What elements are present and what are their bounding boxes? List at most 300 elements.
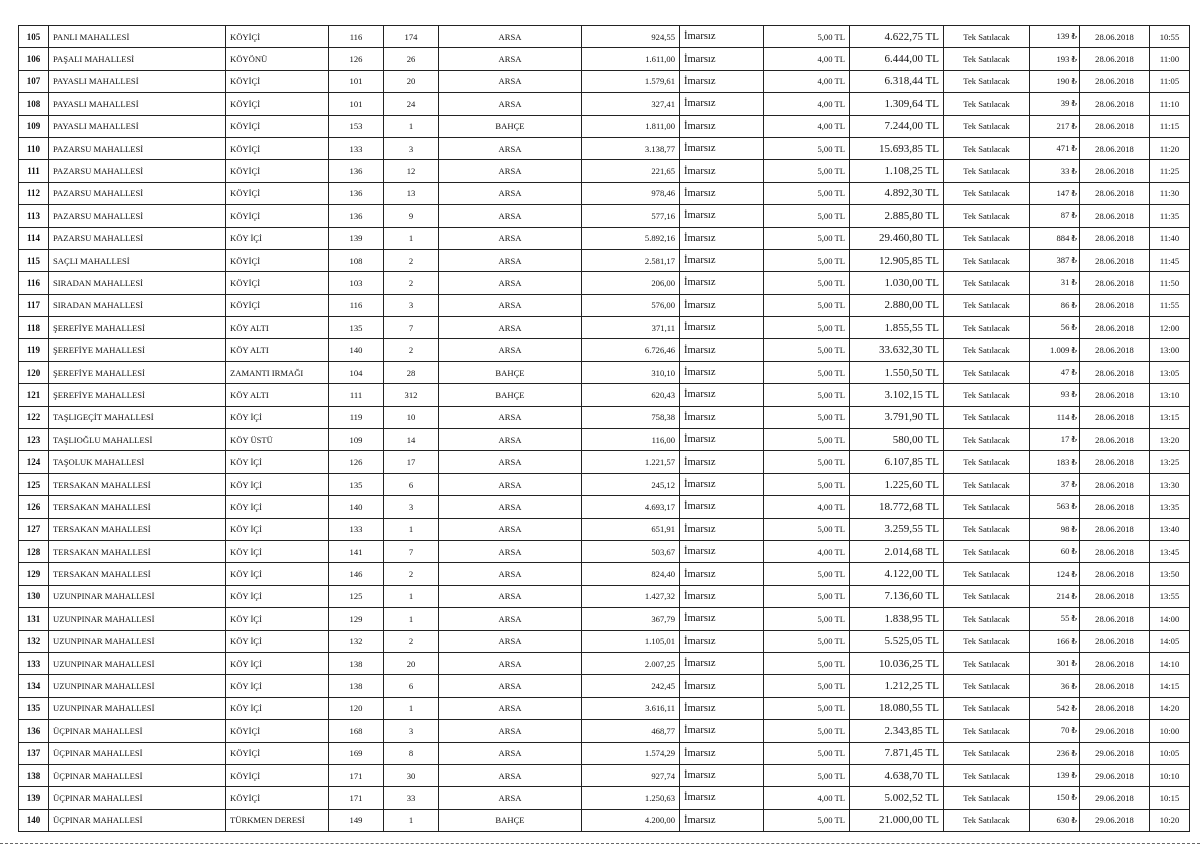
block-number-cell: 119 bbox=[329, 406, 384, 428]
auction-date-cell: 28.06.2018 bbox=[1080, 652, 1150, 674]
block-number-cell: 103 bbox=[329, 272, 384, 294]
deposit-cell: 31 ₺ bbox=[1030, 272, 1080, 294]
auction-time-cell: 13:25 bbox=[1150, 451, 1190, 473]
property-type-cell: ARSA bbox=[439, 137, 582, 159]
unit-price-cell: 5,00 TL bbox=[764, 742, 850, 764]
location-cell: KÖY İÇİ bbox=[226, 451, 329, 473]
auction-time-cell: 10:55 bbox=[1150, 26, 1190, 48]
zoning-status-cell: İmarsız bbox=[680, 608, 764, 630]
table-row bbox=[19, 496, 1190, 518]
zoning-status-cell: İmarsız bbox=[680, 473, 764, 495]
sale-method-cell: Tek Satılacak bbox=[944, 563, 1030, 585]
auction-date-cell: 28.06.2018 bbox=[1080, 429, 1150, 451]
auction-date-cell: 28.06.2018 bbox=[1080, 115, 1150, 137]
parcel-number-cell: 30 bbox=[384, 764, 439, 786]
sale-method-cell: Tek Satılacak bbox=[944, 317, 1030, 339]
parcel-number-cell: 2 bbox=[384, 272, 439, 294]
area-cell: 1.811,00 bbox=[582, 115, 680, 137]
property-type-cell: ARSA bbox=[439, 429, 582, 451]
sale-method-cell: Tek Satılacak bbox=[944, 26, 1030, 48]
location-cell: KÖY ALTI bbox=[226, 317, 329, 339]
area-cell: 242,45 bbox=[582, 675, 680, 697]
block-number-cell: 135 bbox=[329, 317, 384, 339]
estimated-value-cell: 580,00 TL bbox=[850, 429, 944, 451]
sale-method-cell: Tek Satılacak bbox=[944, 675, 1030, 697]
sale-method-cell: Tek Satılacak bbox=[944, 384, 1030, 406]
row-number-cell: 129 bbox=[19, 563, 49, 585]
deposit-cell: 884 ₺ bbox=[1030, 227, 1080, 249]
row-number-cell: 105 bbox=[19, 26, 49, 48]
location-cell: KÖYİÇİ bbox=[226, 160, 329, 182]
area-cell: 2.007,25 bbox=[582, 652, 680, 674]
property-type-cell: ARSA bbox=[439, 48, 582, 70]
row-number-cell: 133 bbox=[19, 652, 49, 674]
table-row bbox=[19, 630, 1190, 652]
block-number-cell: 149 bbox=[329, 809, 384, 831]
unit-price-cell: 5,00 TL bbox=[764, 585, 850, 607]
table-row bbox=[19, 227, 1190, 249]
auction-date-cell: 28.06.2018 bbox=[1080, 205, 1150, 227]
neighborhood-cell: TAŞLIOĞLU MAHALLESİ bbox=[49, 429, 226, 451]
area-cell: 4.200,00 bbox=[582, 809, 680, 831]
row-number-cell: 128 bbox=[19, 540, 49, 562]
area-cell: 1.105,01 bbox=[582, 630, 680, 652]
sale-method-cell: Tek Satılacak bbox=[944, 697, 1030, 719]
estimated-value-cell: 2.885,80 TL bbox=[850, 205, 944, 227]
location-cell: KÖY İÇİ bbox=[226, 227, 329, 249]
deposit-cell: 387 ₺ bbox=[1030, 249, 1080, 271]
auction-time-cell: 13:50 bbox=[1150, 563, 1190, 585]
zoning-status-cell: İmarsız bbox=[680, 48, 764, 70]
unit-price-cell: 5,00 TL bbox=[764, 518, 850, 540]
neighborhood-cell: SIRADAN MAHALLESİ bbox=[49, 294, 226, 316]
property-type-cell: ARSA bbox=[439, 294, 582, 316]
neighborhood-cell: UZUNPINAR MAHALLESİ bbox=[49, 697, 226, 719]
estimated-value-cell: 4.622,75 TL bbox=[850, 26, 944, 48]
auction-date-cell: 28.06.2018 bbox=[1080, 540, 1150, 562]
area-cell: 924,55 bbox=[582, 26, 680, 48]
auction-date-cell: 28.06.2018 bbox=[1080, 630, 1150, 652]
neighborhood-cell: PAZARSU MAHALLESİ bbox=[49, 182, 226, 204]
auction-time-cell: 11:25 bbox=[1150, 160, 1190, 182]
table-row bbox=[19, 26, 1190, 48]
unit-price-cell: 4,00 TL bbox=[764, 787, 850, 809]
area-cell: 2.581,17 bbox=[582, 249, 680, 271]
auction-date-cell: 28.06.2018 bbox=[1080, 496, 1150, 518]
table-row bbox=[19, 70, 1190, 92]
parcel-number-cell: 6 bbox=[384, 675, 439, 697]
unit-price-cell: 5,00 TL bbox=[764, 406, 850, 428]
area-cell: 6.726,46 bbox=[582, 339, 680, 361]
zoning-status-cell: İmarsız bbox=[680, 70, 764, 92]
unit-price-cell: 5,00 TL bbox=[764, 317, 850, 339]
neighborhood-cell: SIRADAN MAHALLESİ bbox=[49, 272, 226, 294]
block-number-cell: 153 bbox=[329, 115, 384, 137]
estimated-value-cell: 29.460,80 TL bbox=[850, 227, 944, 249]
unit-price-cell: 5,00 TL bbox=[764, 384, 850, 406]
auction-time-cell: 10:05 bbox=[1150, 742, 1190, 764]
auction-time-cell: 14:10 bbox=[1150, 652, 1190, 674]
location-cell: KÖY İÇİ bbox=[226, 563, 329, 585]
auction-date-cell: 29.06.2018 bbox=[1080, 742, 1150, 764]
row-number-cell: 119 bbox=[19, 339, 49, 361]
block-number-cell: 135 bbox=[329, 473, 384, 495]
unit-price-cell: 5,00 TL bbox=[764, 473, 850, 495]
sale-method-cell: Tek Satılacak bbox=[944, 205, 1030, 227]
auction-time-cell: 13:55 bbox=[1150, 585, 1190, 607]
sale-method-cell: Tek Satılacak bbox=[944, 182, 1030, 204]
page-bottom-rule bbox=[0, 843, 1200, 844]
estimated-value-cell: 6.107,85 TL bbox=[850, 451, 944, 473]
parcel-number-cell: 1 bbox=[384, 518, 439, 540]
neighborhood-cell: UZUNPINAR MAHALLESİ bbox=[49, 630, 226, 652]
row-number-cell: 120 bbox=[19, 361, 49, 383]
area-cell: 927,74 bbox=[582, 764, 680, 786]
row-number-cell: 115 bbox=[19, 249, 49, 271]
location-cell: KÖY ALTI bbox=[226, 384, 329, 406]
auction-date-cell: 28.06.2018 bbox=[1080, 563, 1150, 585]
parcel-number-cell: 26 bbox=[384, 48, 439, 70]
property-type-cell: ARSA bbox=[439, 563, 582, 585]
zoning-status-cell: İmarsız bbox=[680, 272, 764, 294]
location-cell: KÖYİÇİ bbox=[226, 764, 329, 786]
area-cell: 978,46 bbox=[582, 182, 680, 204]
table-row bbox=[19, 787, 1190, 809]
block-number-cell: 101 bbox=[329, 70, 384, 92]
sale-method-cell: Tek Satılacak bbox=[944, 451, 1030, 473]
table-row bbox=[19, 384, 1190, 406]
block-number-cell: 136 bbox=[329, 182, 384, 204]
auction-time-cell: 13:15 bbox=[1150, 406, 1190, 428]
unit-price-cell: 4,00 TL bbox=[764, 70, 850, 92]
neighborhood-cell: TAŞLIGEÇİT MAHALLESİ bbox=[49, 406, 226, 428]
table-row bbox=[19, 608, 1190, 630]
location-cell: KÖYİÇİ bbox=[226, 720, 329, 742]
unit-price-cell: 5,00 TL bbox=[764, 26, 850, 48]
property-type-cell: ARSA bbox=[439, 720, 582, 742]
parcel-number-cell: 2 bbox=[384, 249, 439, 271]
row-number-cell: 131 bbox=[19, 608, 49, 630]
estimated-value-cell: 6.444,00 TL bbox=[850, 48, 944, 70]
location-cell: KÖY İÇİ bbox=[226, 496, 329, 518]
row-number-cell: 117 bbox=[19, 294, 49, 316]
deposit-cell: 55 ₺ bbox=[1030, 608, 1080, 630]
row-number-cell: 107 bbox=[19, 70, 49, 92]
zoning-status-cell: İmarsız bbox=[680, 429, 764, 451]
auction-time-cell: 11:55 bbox=[1150, 294, 1190, 316]
table-row bbox=[19, 518, 1190, 540]
parcel-number-cell: 2 bbox=[384, 563, 439, 585]
row-number-cell: 135 bbox=[19, 697, 49, 719]
table-row bbox=[19, 339, 1190, 361]
area-cell: 327,41 bbox=[582, 93, 680, 115]
auction-date-cell: 28.06.2018 bbox=[1080, 249, 1150, 271]
row-number-cell: 109 bbox=[19, 115, 49, 137]
zoning-status-cell: İmarsız bbox=[680, 652, 764, 674]
sale-method-cell: Tek Satılacak bbox=[944, 429, 1030, 451]
location-cell: KÖYÖNÜ bbox=[226, 48, 329, 70]
block-number-cell: 138 bbox=[329, 652, 384, 674]
parcel-number-cell: 1 bbox=[384, 697, 439, 719]
neighborhood-cell: PAZARSU MAHALLESİ bbox=[49, 160, 226, 182]
table-row bbox=[19, 160, 1190, 182]
deposit-cell: 166 ₺ bbox=[1030, 630, 1080, 652]
parcel-number-cell: 12 bbox=[384, 160, 439, 182]
unit-price-cell: 4,00 TL bbox=[764, 496, 850, 518]
block-number-cell: 136 bbox=[329, 160, 384, 182]
block-number-cell: 108 bbox=[329, 249, 384, 271]
neighborhood-cell: ÜÇPINAR MAHALLESİ bbox=[49, 787, 226, 809]
row-number-cell: 134 bbox=[19, 675, 49, 697]
unit-price-cell: 5,00 TL bbox=[764, 720, 850, 742]
row-number-cell: 138 bbox=[19, 764, 49, 786]
estimated-value-cell: 1.212,25 TL bbox=[850, 675, 944, 697]
block-number-cell: 168 bbox=[329, 720, 384, 742]
unit-price-cell: 5,00 TL bbox=[764, 630, 850, 652]
zoning-status-cell: İmarsız bbox=[680, 585, 764, 607]
row-number-cell: 118 bbox=[19, 317, 49, 339]
area-cell: 245,12 bbox=[582, 473, 680, 495]
unit-price-cell: 5,00 TL bbox=[764, 563, 850, 585]
area-cell: 468,77 bbox=[582, 720, 680, 742]
property-type-cell: ARSA bbox=[439, 339, 582, 361]
deposit-cell: 37 ₺ bbox=[1030, 473, 1080, 495]
zoning-status-cell: İmarsız bbox=[680, 675, 764, 697]
auction-date-cell: 28.06.2018 bbox=[1080, 608, 1150, 630]
property-type-cell: ARSA bbox=[439, 249, 582, 271]
zoning-status-cell: İmarsız bbox=[680, 294, 764, 316]
estimated-value-cell: 3.259,55 TL bbox=[850, 518, 944, 540]
unit-price-cell: 5,00 TL bbox=[764, 697, 850, 719]
auction-time-cell: 10:10 bbox=[1150, 764, 1190, 786]
unit-price-cell: 5,00 TL bbox=[764, 272, 850, 294]
neighborhood-cell: ŞEREFİYE MAHALLESİ bbox=[49, 317, 226, 339]
zoning-status-cell: İmarsız bbox=[680, 249, 764, 271]
auction-date-cell: 29.06.2018 bbox=[1080, 787, 1150, 809]
table-row bbox=[19, 317, 1190, 339]
location-cell: KÖYİÇİ bbox=[226, 182, 329, 204]
location-cell: KÖY İÇİ bbox=[226, 675, 329, 697]
block-number-cell: 171 bbox=[329, 787, 384, 809]
zoning-status-cell: İmarsız bbox=[680, 26, 764, 48]
parcel-number-cell: 33 bbox=[384, 787, 439, 809]
estimated-value-cell: 18.772,68 TL bbox=[850, 496, 944, 518]
neighborhood-cell: PAZARSU MAHALLESİ bbox=[49, 205, 226, 227]
table-row bbox=[19, 182, 1190, 204]
row-number-cell: 113 bbox=[19, 205, 49, 227]
zoning-status-cell: İmarsız bbox=[680, 720, 764, 742]
auction-date-cell: 28.06.2018 bbox=[1080, 294, 1150, 316]
sale-method-cell: Tek Satılacak bbox=[944, 48, 1030, 70]
location-cell: KÖY İÇİ bbox=[226, 585, 329, 607]
table-row bbox=[19, 809, 1190, 831]
sale-method-cell: Tek Satılacak bbox=[944, 764, 1030, 786]
unit-price-cell: 5,00 TL bbox=[764, 608, 850, 630]
estimated-value-cell: 2.343,85 TL bbox=[850, 720, 944, 742]
parcel-number-cell: 20 bbox=[384, 70, 439, 92]
sale-method-cell: Tek Satılacak bbox=[944, 518, 1030, 540]
parcel-number-cell: 1 bbox=[384, 608, 439, 630]
auction-date-cell: 28.06.2018 bbox=[1080, 137, 1150, 159]
neighborhood-cell: PAZARSU MAHALLESİ bbox=[49, 227, 226, 249]
sale-method-cell: Tek Satılacak bbox=[944, 473, 1030, 495]
neighborhood-cell: UZUNPINAR MAHALLESİ bbox=[49, 652, 226, 674]
property-type-cell: ARSA bbox=[439, 697, 582, 719]
unit-price-cell: 5,00 TL bbox=[764, 205, 850, 227]
auction-date-cell: 29.06.2018 bbox=[1080, 764, 1150, 786]
location-cell: KÖY İÇİ bbox=[226, 652, 329, 674]
estimated-value-cell: 10.036,25 TL bbox=[850, 652, 944, 674]
block-number-cell: 171 bbox=[329, 764, 384, 786]
auction-time-cell: 11:40 bbox=[1150, 227, 1190, 249]
deposit-cell: 98 ₺ bbox=[1030, 518, 1080, 540]
neighborhood-cell: UZUNPINAR MAHALLESİ bbox=[49, 585, 226, 607]
zoning-status-cell: İmarsız bbox=[680, 697, 764, 719]
estimated-value-cell: 33.632,30 TL bbox=[850, 339, 944, 361]
estimated-value-cell: 5.002,52 TL bbox=[850, 787, 944, 809]
deposit-cell: 630 ₺ bbox=[1030, 809, 1080, 831]
auction-time-cell: 14:00 bbox=[1150, 608, 1190, 630]
area-cell: 576,00 bbox=[582, 294, 680, 316]
unit-price-cell: 5,00 TL bbox=[764, 227, 850, 249]
unit-price-cell: 5,00 TL bbox=[764, 764, 850, 786]
deposit-cell: 563 ₺ bbox=[1030, 496, 1080, 518]
location-cell: KÖYİÇİ bbox=[226, 70, 329, 92]
area-cell: 1.574,29 bbox=[582, 742, 680, 764]
neighborhood-cell: ŞEREFİYE MAHALLESİ bbox=[49, 361, 226, 383]
sale-method-cell: Tek Satılacak bbox=[944, 249, 1030, 271]
neighborhood-cell: ŞEREFİYE MAHALLESİ bbox=[49, 339, 226, 361]
neighborhood-cell: TAŞOLUK MAHALLESİ bbox=[49, 451, 226, 473]
location-cell: KÖY ÜSTÜ bbox=[226, 429, 329, 451]
sale-method-cell: Tek Satılacak bbox=[944, 70, 1030, 92]
block-number-cell: 111 bbox=[329, 384, 384, 406]
table-row bbox=[19, 540, 1190, 562]
row-number-cell: 136 bbox=[19, 720, 49, 742]
neighborhood-cell: TERSAKAN MAHALLESİ bbox=[49, 518, 226, 540]
parcel-number-cell: 13 bbox=[384, 182, 439, 204]
row-number-cell: 139 bbox=[19, 787, 49, 809]
sale-method-cell: Tek Satılacak bbox=[944, 272, 1030, 294]
zoning-status-cell: İmarsız bbox=[680, 563, 764, 585]
deposit-cell: 147 ₺ bbox=[1030, 182, 1080, 204]
block-number-cell: 146 bbox=[329, 563, 384, 585]
location-cell: KÖY İÇİ bbox=[226, 630, 329, 652]
area-cell: 3.138,77 bbox=[582, 137, 680, 159]
property-type-cell: ARSA bbox=[439, 227, 582, 249]
estimated-value-cell: 6.318,44 TL bbox=[850, 70, 944, 92]
row-number-cell: 124 bbox=[19, 451, 49, 473]
property-type-cell: ARSA bbox=[439, 742, 582, 764]
auction-time-cell: 12:00 bbox=[1150, 317, 1190, 339]
table-row bbox=[19, 563, 1190, 585]
estimated-value-cell: 4.638,70 TL bbox=[850, 764, 944, 786]
property-type-cell: ARSA bbox=[439, 93, 582, 115]
property-type-cell: ARSA bbox=[439, 473, 582, 495]
auction-time-cell: 11:50 bbox=[1150, 272, 1190, 294]
block-number-cell: 138 bbox=[329, 675, 384, 697]
area-cell: 1.611,00 bbox=[582, 48, 680, 70]
property-type-cell: BAHÇE bbox=[439, 115, 582, 137]
location-cell: KÖYİÇİ bbox=[226, 742, 329, 764]
estimated-value-cell: 1.225,60 TL bbox=[850, 473, 944, 495]
block-number-cell: 169 bbox=[329, 742, 384, 764]
table-row bbox=[19, 406, 1190, 428]
parcel-number-cell: 2 bbox=[384, 339, 439, 361]
neighborhood-cell: PAŞALI MAHALLESİ bbox=[49, 48, 226, 70]
location-cell: KÖYİÇİ bbox=[226, 115, 329, 137]
zoning-status-cell: İmarsız bbox=[680, 205, 764, 227]
table-row bbox=[19, 93, 1190, 115]
neighborhood-cell: TERSAKAN MAHALLESİ bbox=[49, 540, 226, 562]
property-type-cell: ARSA bbox=[439, 585, 582, 607]
row-number-cell: 108 bbox=[19, 93, 49, 115]
estimated-value-cell: 1.030,00 TL bbox=[850, 272, 944, 294]
neighborhood-cell: ÜÇPINAR MAHALLESİ bbox=[49, 764, 226, 786]
auction-time-cell: 11:35 bbox=[1150, 205, 1190, 227]
block-number-cell: 116 bbox=[329, 294, 384, 316]
auction-time-cell: 11:30 bbox=[1150, 182, 1190, 204]
property-type-cell: ARSA bbox=[439, 26, 582, 48]
estimated-value-cell: 21.000,00 TL bbox=[850, 809, 944, 831]
deposit-cell: 39 ₺ bbox=[1030, 93, 1080, 115]
zoning-status-cell: İmarsız bbox=[680, 764, 764, 786]
row-number-cell: 122 bbox=[19, 406, 49, 428]
estimated-value-cell: 12.905,85 TL bbox=[850, 249, 944, 271]
auction-time-cell: 14:05 bbox=[1150, 630, 1190, 652]
auction-time-cell: 13:30 bbox=[1150, 473, 1190, 495]
area-cell: 577,16 bbox=[582, 205, 680, 227]
table-row bbox=[19, 585, 1190, 607]
parcel-number-cell: 7 bbox=[384, 540, 439, 562]
deposit-cell: 542 ₺ bbox=[1030, 697, 1080, 719]
deposit-cell: 114 ₺ bbox=[1030, 406, 1080, 428]
zoning-status-cell: İmarsız bbox=[680, 518, 764, 540]
table-body bbox=[19, 26, 1190, 832]
estimated-value-cell: 3.102,15 TL bbox=[850, 384, 944, 406]
area-cell: 206,00 bbox=[582, 272, 680, 294]
sale-method-cell: Tek Satılacak bbox=[944, 630, 1030, 652]
auction-date-cell: 28.06.2018 bbox=[1080, 70, 1150, 92]
auction-time-cell: 13:45 bbox=[1150, 540, 1190, 562]
unit-price-cell: 4,00 TL bbox=[764, 115, 850, 137]
auction-date-cell: 28.06.2018 bbox=[1080, 227, 1150, 249]
block-number-cell: 129 bbox=[329, 608, 384, 630]
block-number-cell: 109 bbox=[329, 429, 384, 451]
location-cell: KÖY İÇİ bbox=[226, 697, 329, 719]
row-number-cell: 116 bbox=[19, 272, 49, 294]
neighborhood-cell: TERSAKAN MAHALLESİ bbox=[49, 473, 226, 495]
table-row bbox=[19, 720, 1190, 742]
location-cell: KÖYİÇİ bbox=[226, 137, 329, 159]
sale-method-cell: Tek Satılacak bbox=[944, 227, 1030, 249]
estimated-value-cell: 1.838,95 TL bbox=[850, 608, 944, 630]
property-type-cell: ARSA bbox=[439, 608, 582, 630]
parcel-number-cell: 3 bbox=[384, 496, 439, 518]
row-number-cell: 123 bbox=[19, 429, 49, 451]
area-cell: 367,79 bbox=[582, 608, 680, 630]
property-type-cell: ARSA bbox=[439, 787, 582, 809]
zoning-status-cell: İmarsız bbox=[680, 182, 764, 204]
estimated-value-cell: 1.855,55 TL bbox=[850, 317, 944, 339]
auction-date-cell: 28.06.2018 bbox=[1080, 451, 1150, 473]
property-type-cell: ARSA bbox=[439, 518, 582, 540]
auction-date-cell: 28.06.2018 bbox=[1080, 160, 1150, 182]
auction-time-cell: 11:10 bbox=[1150, 93, 1190, 115]
deposit-cell: 1.009 ₺ bbox=[1030, 339, 1080, 361]
estimated-value-cell: 4.122,00 TL bbox=[850, 563, 944, 585]
zoning-status-cell: İmarsız bbox=[680, 496, 764, 518]
